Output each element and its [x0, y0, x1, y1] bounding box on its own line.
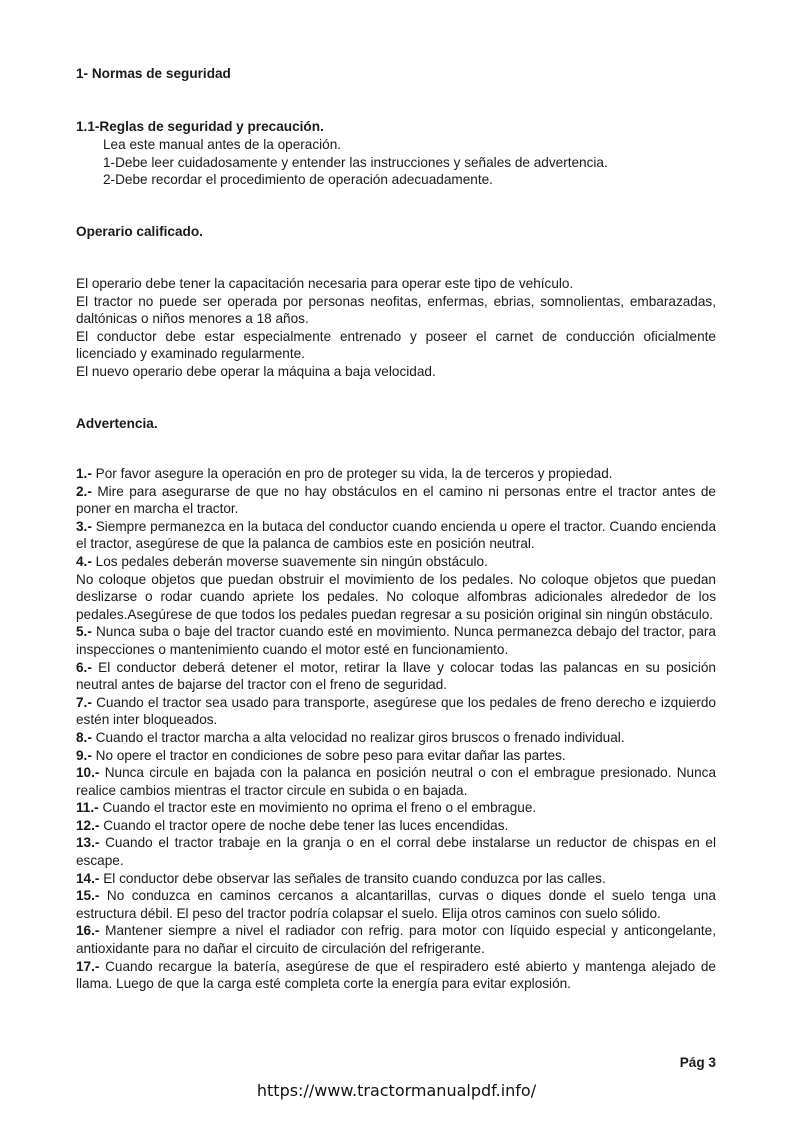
warning-number: 17.- [76, 958, 100, 974]
warning-text: No conduzca en caminos cercanos a alcantarillas, curvas o diques donde el suelo tenga una estructura débil. El peso del tractor podría colapsar el suelo. Elija otros caminos con suelo sólido. [76, 888, 716, 921]
warning-item [76, 799, 716, 817]
warning-item [76, 958, 716, 993]
warning-item [76, 870, 716, 888]
warning-number: 12.- [76, 817, 100, 833]
warning-item [76, 887, 716, 922]
warning-number: 14.- [76, 870, 100, 886]
warning-item [76, 483, 716, 518]
warning-text: Nunca circule en bajada con la palanca en posición neutral o con el embrague presionado. Nunca realice cambios mientras el tractor circule en subida o en bajada. [76, 765, 717, 798]
warning-number: 10.- [76, 765, 100, 781]
warning-number: 16.- [76, 923, 100, 939]
warning-text: No opere el tractor en condiciones de sobre peso para evitar dañar las partes. [95, 747, 566, 763]
advertencia-list [76, 465, 716, 993]
warning-text: Mantener siempre a nivel el radiador con refrig. para motor con líquido especial y anticongelante, antioxidante para no dañar el circuito de circulación del refrigerante. [76, 923, 717, 957]
warning-item [76, 465, 716, 483]
page-number: Pág 3 [679, 1055, 716, 1070]
warning-number: 11.- [76, 800, 99, 816]
operario-paragraph: El tractor no puede ser operada por personas neofitas, enfermas, ebrias, somnolientas, embarazadas, daltónicas o niños menores a 18 años. [76, 293, 716, 327]
subsection-line: 1-Debe leer cuidadosamente y entender las instrucciones y señales de advertencia. [103, 154, 608, 170]
warning-item [76, 817, 716, 835]
warning-number: 15.- [76, 888, 100, 904]
advertencia-title: Advertencia. [76, 416, 158, 431]
warning-number: 1.- [76, 466, 92, 481]
subsection-title: 1.1-Reglas de seguridad y precaución. [76, 119, 324, 134]
warning-item [76, 747, 716, 765]
warning-text: El conductor deberá detener el motor, retirar la llave y colocar todas las palancas en su posición neutral antes de bajarse del tractor con el freno de seguridad. [76, 659, 716, 693]
warning-number: 6.- [76, 659, 92, 675]
subsection-line: 2-Debe recordar el procedimiento de operación adecuadamente. [103, 172, 493, 188]
warning-item-continuation: No coloque objetos que puedan obstruir el movimiento de los pedales. No coloque objetos que puedan deslizarse o rodar cuando apriete los pedales. No coloque alfombras adicionales alrededor de los pedales.Asegúrese de que todos los pedales puedan regresar a su posición original sin ningún obstáculo. [76, 571, 716, 622]
warning-number: 4.- [76, 553, 92, 569]
warning-text: Cuando el tractor este en movimiento no oprima el freno o el embrague. [102, 800, 537, 816]
warning-item [76, 834, 716, 869]
warning-text: Cuando el tractor trabaje en la granja o en el corral debe instalarse un reductor de chispas en el escape. [76, 835, 716, 869]
warning-text: Por favor asegure la operación en pro de proteger su vida, la de terceros y propiedad. [95, 466, 613, 481]
warning-text: Siempre permanezca en la butaca del conductor cuando encienda u opere el tractor. Cuando encienda el tractor, asegúrese de que la palanca de cambios este en posición neutral. [76, 518, 716, 552]
warning-text: Cuando el tractor marcha a alta velocidad no realizar giros bruscos o frenado individual. [95, 729, 625, 745]
warning-number: 8.- [76, 729, 92, 745]
warning-item [76, 518, 716, 553]
warning-item [76, 553, 716, 571]
warning-text: Los pedales deberán moverse suavemente sin ningún obstáculo. [95, 553, 488, 569]
warning-number: 7.- [76, 694, 92, 710]
warning-item [76, 729, 716, 747]
warning-number: 5.- [76, 624, 92, 640]
warning-text: Nunca suba o baje del tractor cuando esté en movimiento. Nunca permanezca debajo del tractor, para inspecciones o mantenimiento cuando el motor esté en funcionamiento. [76, 624, 716, 657]
operario-body [76, 275, 716, 381]
warning-item [76, 623, 716, 658]
warning-item [76, 694, 716, 729]
warning-item [76, 922, 716, 957]
section-title: 1- Normas de seguridad [76, 66, 231, 81]
warning-item [76, 764, 716, 799]
warning-item [76, 659, 716, 694]
warning-text: Cuando el tractor sea usado para transporte, asegúrese que los pedales de freno derecho e izquierdo estén inter bloqueados. [76, 694, 716, 728]
warning-text: Mire para asegurarse de que no hay obstáculos en el camino ni personas entre el tractor antes de poner en marcha el tractor. [76, 483, 716, 517]
warning-number: 2.- [76, 483, 92, 499]
operario-paragraph: El nuevo operario debe operar la máquina a baja velocidad. [76, 363, 436, 379]
footer-url[interactable]: https://www.tractormanualpdf.info/ [256, 1081, 537, 1100]
warning-number: 9.- [76, 747, 92, 763]
warning-text: Cuando recargue la batería, asegúrese de que el respiradero esté abierto y mantenga alejado de llama. Luego de que la carga esté completa corte la energía para evitar explosión. [76, 958, 716, 992]
operario-paragraph: El conductor debe estar especialmente entrenado y poseer el carnet de conducción oficialmente licenciado y examinado regularmente. [76, 328, 716, 362]
operario-title: Operario calificado. [76, 224, 203, 239]
warning-number: 13.- [76, 835, 100, 851]
subsection-lines [76, 136, 716, 189]
warning-number: 3.- [76, 518, 92, 534]
subsection-line: Lea este manual antes de la operación. [103, 137, 342, 152]
warning-text: Cuando el tractor opere de noche debe tener las luces encendidas. [103, 817, 509, 833]
warning-text: El conductor debe observar las señales de transito cuando conduzca por las calles. [103, 870, 606, 886]
operario-paragraph: El operario debe tener la capacitación necesaria para operar este tipo de vehículo. [76, 276, 574, 291]
